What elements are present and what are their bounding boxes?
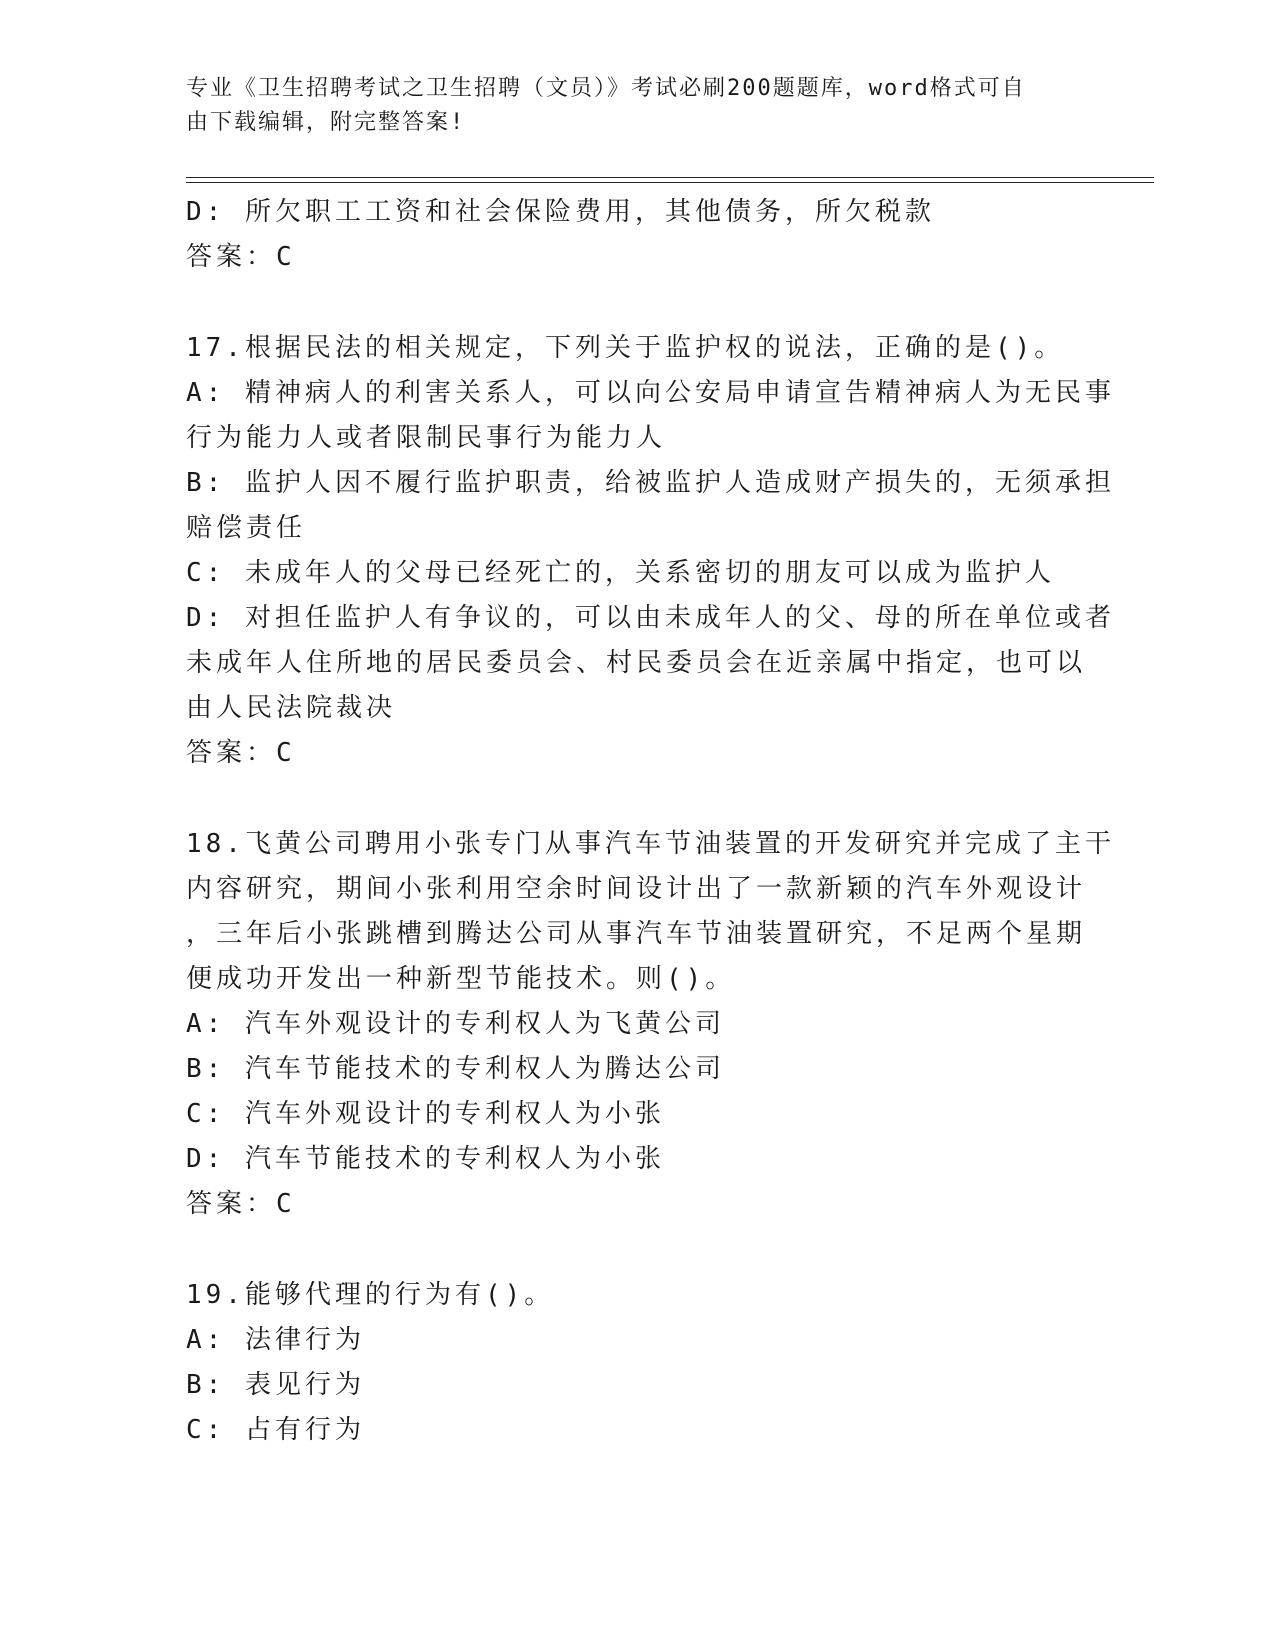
option-d: D: 汽车节能技术的专利权人为小张 — [186, 1144, 665, 1174]
question-stem-continued: 内容研究，期间小张利用空余时间设计出了一款新颖的汽车外观设计 — [186, 874, 1087, 904]
option-b: B: 监护人因不履行监护职责，给被监护人造成财产损失的，无须承担 — [186, 468, 1115, 498]
header-line-2: 由下载编辑，附完整答案! — [186, 110, 466, 135]
question-block-19 — [186, 1273, 1086, 1453]
option-d-continued: 由人民法院裁决 — [186, 693, 397, 723]
spacer — [186, 280, 1086, 326]
option-b: B: 表见行为 — [186, 1370, 365, 1400]
option-d: D: 所欠职工工资和社会保险费用，其他债务，所欠税款 — [186, 197, 935, 227]
spacer — [186, 1227, 1086, 1273]
option-d: D: 对担任监护人有争议的，可以由未成年人的父、母的所在单位或者 — [186, 603, 1115, 633]
header-divider-bottom — [186, 182, 1154, 183]
option-a-continued: 行为能力人或者限制民事行为能力人 — [186, 423, 667, 453]
answer: 答案：C — [186, 1189, 296, 1219]
question-stem-continued: ，三年后小张跳槽到腾达公司从事汽车节油装置研究，不足两个星期 — [186, 919, 1087, 949]
question-list — [186, 190, 1115, 1453]
question-stem: 17.根据民法的相关规定，下列关于监护权的说法，正确的是()。 — [186, 333, 1065, 363]
header-line-1: 专业《卫生招聘考试之卫生招聘（文员）》考试必刷200题题库，word格式可自 — [186, 76, 1026, 101]
question-block-17 — [186, 326, 1115, 776]
question-stem: 19.能够代理的行为有()。 — [186, 1280, 555, 1310]
header-divider-top — [186, 177, 1154, 178]
question-block-18 — [186, 822, 1115, 1227]
spacer — [186, 776, 1086, 822]
document-header — [186, 72, 1066, 140]
question-stem-continued: 便成功开发出一种新型节能技术。则()。 — [186, 964, 736, 994]
question-block-prev — [186, 190, 1086, 280]
option-c: C: 汽车外观设计的专利权人为小张 — [186, 1099, 665, 1129]
question-stem: 18.飞黄公司聘用小张专门从事汽车节油装置的开发研究并完成了主干 — [186, 829, 1115, 859]
option-a: A: 精神病人的利害关系人，可以向公安局申请宣告精神病人为无民事 — [186, 378, 1115, 408]
option-a: A: 汽车外观设计的专利权人为飞黄公司 — [186, 1009, 725, 1039]
option-c: C: 未成年人的父母已经死亡的，关系密切的朋友可以成为监护人 — [186, 558, 1055, 588]
option-a: A: 法律行为 — [186, 1325, 365, 1355]
option-d-continued: 未成年人住所地的居民委员会、村民委员会在近亲属中指定，也可以 — [186, 648, 1087, 678]
answer: 答案：C — [186, 738, 296, 768]
option-b-continued: 赔偿责任 — [186, 513, 307, 543]
option-b: B: 汽车节能技术的专利权人为腾达公司 — [186, 1054, 725, 1084]
answer: 答案：C — [186, 242, 296, 272]
option-c: C: 占有行为 — [186, 1415, 365, 1445]
